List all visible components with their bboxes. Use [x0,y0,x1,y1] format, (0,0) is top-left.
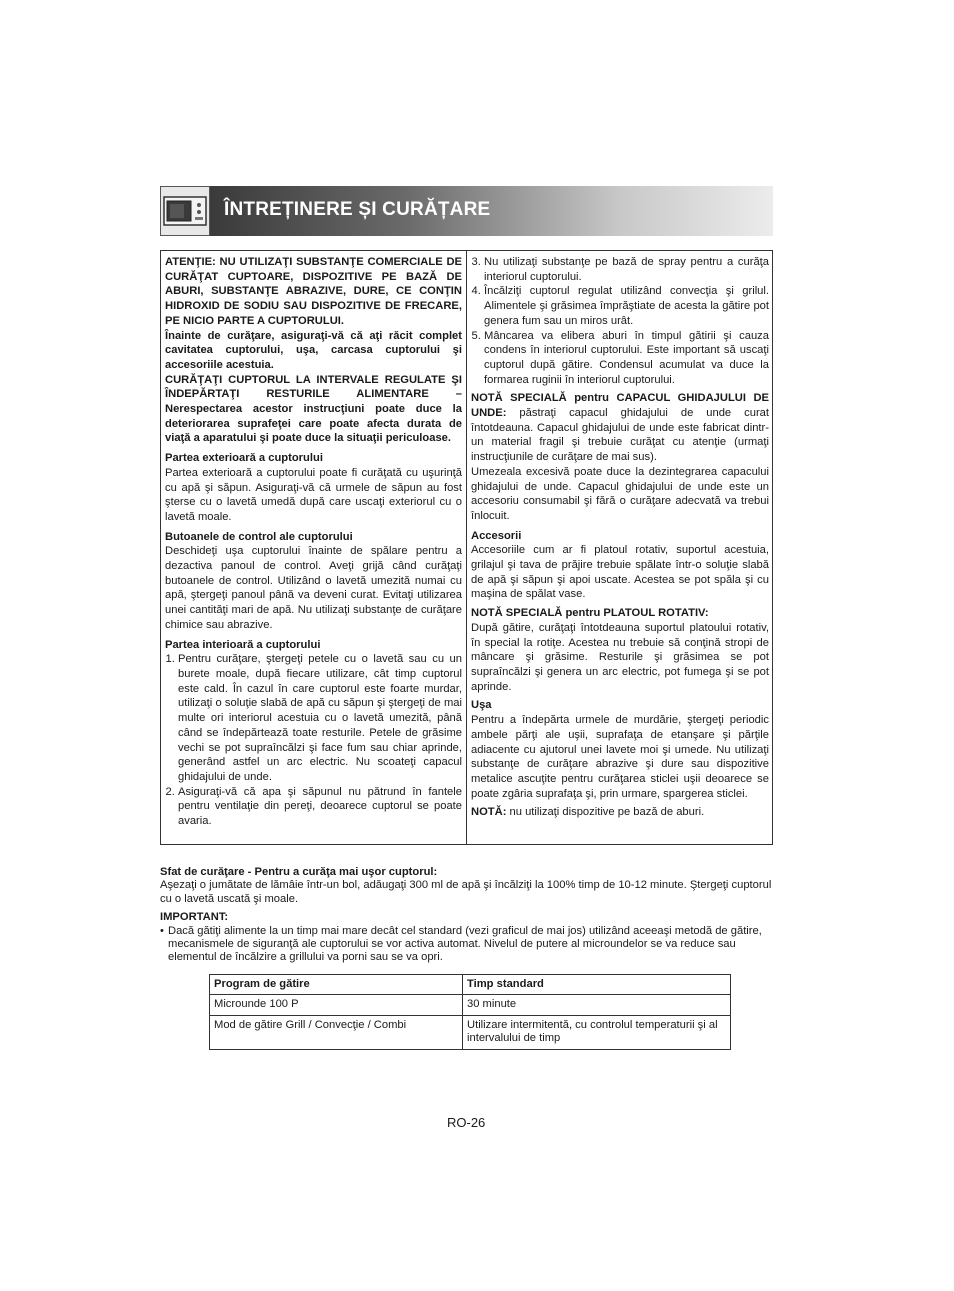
tip-heading: Sfat de curăţare - Pentru a curăţa mai uşor cuptorul: [160,866,438,878]
list-item: 4. Încălziţi cuptorul regulat utilizând convecţia şi grilul. Alimentele şi grăsimea împrăştiate de acesta la gătire pot genera fum sau un miros urât. [484,284,769,328]
important-text: Dacă gătiţi alimente la un timp mai mare decât cel standard (vezi graficul de mai jos) utilizând aceeaşi metodă de gătire, mecanismele de siguranţă ale cuptorului se vor activa automat. Nivelul de putere al microundelor se va reduce sau elementul de încălzire a grillului va porni sau se va opri. [168,924,762,964]
warning-text: ATENŢIE: NU UTILIZAŢI SUBSTANŢE COMERCIALE DE CURĂŢAT CUPTOARE, DISPOZITIVE PE BAZĂ DE ABURI, SUBSTANŢE ABRAZIVE, DURE, CE CONŢIN HIDROXID DE SODIU SAU DISPOZITIVE DE FRECARE, PE NICIO PARTE A CUPTORULUI. [165,256,462,327]
accessories-heading: Accesorii [471,529,522,542]
turntable-text: După gătire, curăţaţi întotdeauna suportul platoului rotativ, în special la rotiţe. Acestea nu trebuie să conţină stropi de mâncare şi grăsime. Resturile şi grăsimea se pot supraîncălzi şi genera un arc electric, pot fumega şi se pot aprinde. [471,621,769,693]
table-cell: 30 minute [463,995,731,1015]
table-header-time: Timp standard [463,975,731,995]
left-column [165,255,462,829]
right-column [471,255,769,820]
table-cell: Mod de gătire Grill / Convecţie / Combi [210,1015,463,1049]
page-number: RO-26 [447,1115,486,1130]
waveguide-text: păstraţi capacul ghidajului de unde curat întotdeauna. Capacul ghidajului de unde este fabricat dintr-un material fragil şi trebuie curăţat cu atenţie (urmaţi instrucţiunile de curăţare de mai sus). [471,407,769,464]
steam-note [471,805,769,820]
interior-list [165,652,462,828]
list-item: 3. Nu utilizaţi substanţe pe bază de spray pentru a curăţa interiorul cuptorului. [484,255,769,284]
regular-cleaning-text: CURĂŢAŢI CUPTORUL LA INTERVALE REGULATE ŞI ÎNDEPĂRTAŢI RESTURILE ALIMENTARE – Nerespectarea acestor instrucţiuni poate duce la deteriorarea suprafeţei care poate afecta durata de viaţă a aparatului şi poate duce la situaţii periculoase. [165,373,462,445]
exterior-text: Partea exterioară a cuptorului poate fi curăţată cu uşurinţă cu apă şi săpun. Asiguraţi-vă că urmele de săpun au fost şterse cu o lavetă umedă după care uscaţi exteriorul cu o lavetă moale. [165,466,462,523]
standard-time-table [209,974,731,1050]
table-row [210,995,731,1015]
table-header-program: Program de gătire [210,975,463,995]
column-divider [466,251,467,844]
important-heading: IMPORTANT: [160,911,229,924]
table-cell: Utilizare intermitentă, cu controlul temperaturii şi al intervalului de timp [463,1015,731,1049]
note-text: nu utilizaţi dispozitive pe bază de aburi. [509,806,705,819]
important-bullet-item [160,925,774,965]
table-cell: Microunde 100 P [210,995,463,1015]
accessories-text: Accesoriile cum ar fi platoul rotativ, suportul acestuia, grilajul şi tava de prăjire trebuie spălate într-o soluţie slabă de apă şi săpun şi apoi uscate. Acestea se pot spăla şi cu maşina de spălat vase. [471,544,769,601]
turntable-label: NOTĂ SPECIALĂ pentru PLATOUL ROTATIV: [471,607,709,620]
door-heading: Uşa [471,699,492,712]
microwave-icon [160,186,210,236]
buttons-heading: Butoanele de control ale cuptorului [165,530,353,543]
buttons-text: Deschideţi uşa cuptorului înainte de spălare pentru a dezactiva panoul de control. Aveţi grijă când curăţaţi butoanele de control. Utilizând o lavetă umezită numai cu apă, ştergeţi panoul până va deveni curat. Evitaţi utilizarea unei cantităţi mari de apă. Nu utilizaţi substanţe de curăţare chimice sau abrazive. [165,545,462,631]
list-item: 2. Asiguraţi-vă că apa şi săpunul nu pătrund în fantele pentru ventilaţie din pereţi, deoarece cuptorul se poate avaria. [178,785,462,829]
bullet-mark: • [160,924,164,937]
table-header-row [210,975,731,995]
list-item: 1. Pentru curăţare, ştergeţi petele cu o lavetă sau cu un burete moale, după fiecare utilizare, cât timp cuptorul este cald. În cazul în care cuptorul este foarte murdar, utilizaţi o soluţie slabă de apă cu săpun şi ştergeţi de mai multe ori interiorul acestuia cu o lavetă umezită, până când se îndepărtează toate resturile. Petele de grăsime vechi se pot supraîncălzi şi face fum sau chiar aprinde, generând astfel un arc electric. Nu scoateţi capacul ghidajului de unde. [178,652,462,784]
page-title: ÎNTREȚINERE ȘI CURĂȚARE [224,199,491,220]
list-item: 5. Mâncarea va elibera aburi în timpul gătirii şi cauza condens în interiorul cuptorului. Este important să uscaţi cuptorul după gătire. Condensul acumulat va duce la formarea ruginii în interiorul cuptorului. [484,329,769,388]
tips-section [160,866,774,965]
section-header [160,186,773,236]
interior-list-continued [471,255,769,387]
waveguide-note [471,391,769,465]
door-text: Pentru a îndepărta urmele de murdărie, ştergeţi periodic ambele părţi ale uşii, suprafaţa de etanşare şi părţile adiacente cu ajutorul unei lavete moi şi umede. Nu utilizaţi substanţe de curăţare abrazive şi dure sau dispozitive metalice ascuţite pentru curăţarea sticlei uşii deoarece se poate zgâria suprafaţa şi, prin urmare, spargerea sticlei. [471,714,769,800]
before-cleaning-text: Înainte de curăţare, asiguraţi-vă că aţi răcit complet cavitatea cuptorului, uşa, carcasa cuptorului şi accesoriile acestuia. [165,329,462,371]
instructions-box [160,250,773,845]
table-row [210,1015,731,1049]
tip-text: Aşezaţi o jumătate de lămâie într-un bol, adăugaţi 300 ml de apă şi încălziţi la 100% timp de 10-12 minute. Ştergeţi cuptorul cu o lavetă uscată şi moale. [160,879,772,905]
waveguide-label: NOTĂ SPECIALĂ pentru CAPACUL GHIDAJULUI DE UNDE: [471,392,769,420]
interior-heading: Partea interioară a cuptorului [165,638,321,651]
note-label: NOTĂ: [471,806,507,819]
exterior-heading: Partea exterioară a cuptorului [165,452,323,465]
humidity-text: Umezeala excesivă poate duce la dezintegrarea capacului ghidajului de unde. Capacul ghidajului de unde este un accesoriu consumabil şi fără o curăţare adecvată va trebui înlocuit. [471,465,769,522]
